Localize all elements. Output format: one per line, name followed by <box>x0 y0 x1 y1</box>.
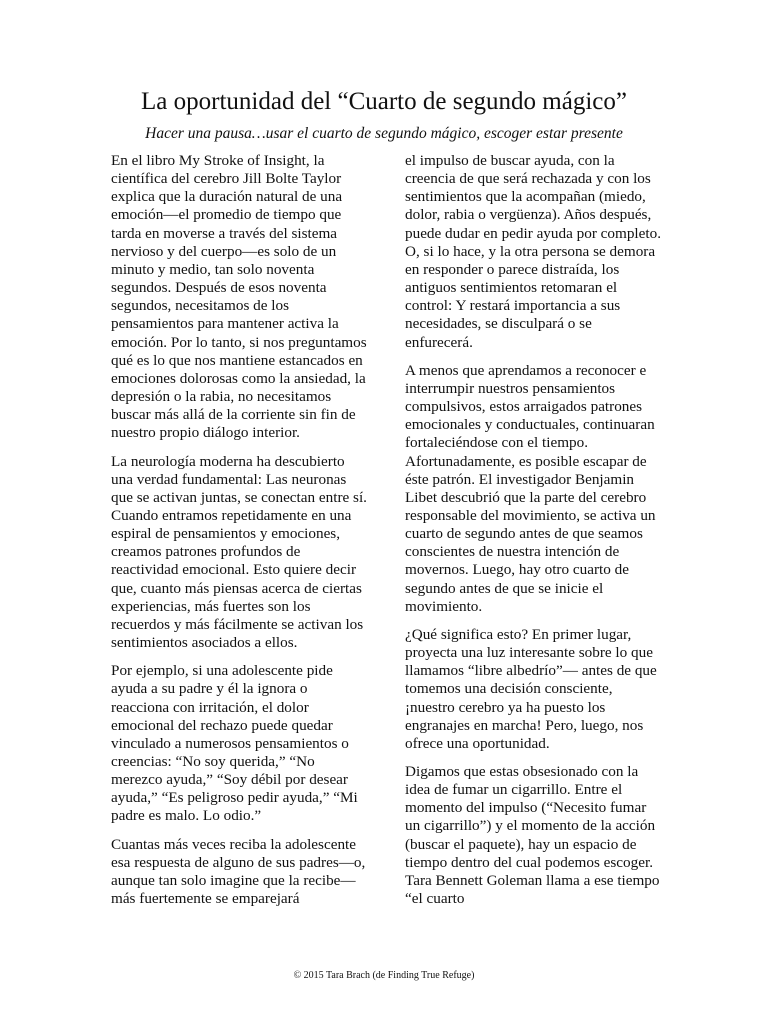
page-title: La oportunidad del “Cuarto de segundo mágico” <box>141 88 627 115</box>
paragraph: Por ejemplo, si una adolescente pide ayuda a su padre y él la ignora o reacciona con irritación, el dolor emocional del rechazo puede quedar vinculado a numerosos pensamientos o creencias: “No soy querida,” “No merezco ayuda,” “Soy débil por desear ayuda,” “Es peligroso pedir ayuda,” “Mi padre es malo. Lo odio.” <box>111 662 358 825</box>
left-column <box>111 152 369 918</box>
paragraph: A menos que aprendamos a reconocer e interrumpir nuestros pensamientos compulsivos, estos arraigados patrones emocionales y conductuales, continuaran fortaleciéndose con el tiempo. Afortunadamente, es posible escapar de éste patrón. El investigador Benjamin Libet descubrió que la parte del cerebro responsable del movimiento, se activa un cuarto de segundo antes de que seamos conscientes de nuestra intención de movernos. Luego, hay otro cuarto de segundo antes de que se inicie el movimiento. <box>405 361 656 615</box>
page-subtitle: Hacer una pausa…usar el cuarto de segundo mágico, escoger estar presente <box>145 125 623 142</box>
copyright-footer: © 2015 Tara Brach (de Finding True Refuge) <box>293 970 475 981</box>
paragraph: En el libro My Stroke of Insight, la científica del cerebro Jill Bolte Taylor explica que la duración natural de una emoción—el promedio de tiempo que tarda en moverse a través del sistema nervioso y del cuerpo—es solo de un minuto y medio, tan solo noventa segundos. Después de esos noventa segundos, necesitamos de los pensamientos para mantener activa la emoción. Por lo tanto, si nos preguntamos qué es lo que nos mantiene estancados en emociones dolorosas como la ansiedad, la depresión o la rabia, no necesitamos buscar más allá de la corriente sin fin de nuestro propio diálogo interior. <box>111 152 367 442</box>
paragraph: ¿Qué significa esto? En primer lugar, proyecta una luz interesante sobre lo que llamamos “libre albedrío”— antes de que tomemos una decisión consciente, ¡nuestro cerebro ya ha puesto los engranajes en marcha! Pero, luego, nos ofrece una oportunidad. <box>405 625 657 752</box>
paragraph: el impulso de buscar ayuda, con la creencia de que será rechazada y con los sentimientos que la acompañan (miedo, dolor, rabia o vergüenza). Años después, puede dudar en pedir ayuda por completo. O, si lo hace, y la otra persona se demora en responder o parece distraída, los antiguos sentimientos retomaran el control: Y restará importancia a sus necesidades, se disculpará o se enfurecerá. <box>405 152 661 351</box>
right-column <box>405 152 663 918</box>
paragraph: Digamos que estas obsesionado con la idea de fumar un cigarrillo. Entre el momento del impulso (“Necesito fumar un cigarrillo”) y el momento de la acción (buscar el paquete), hay un espacio de tiempo dentro del cual podemos escoger. Tara Bennett Goleman llama a ese tiempo “el cuarto <box>405 763 660 908</box>
paragraph: Cuantas más veces reciba la adolescente esa respuesta de alguno de sus padres—o, aunque tan solo imagine que la recibe—más fuertemente se emparejará <box>111 835 366 908</box>
paragraph: La neurología moderna ha descubierto una verdad fundamental: Las neuronas que se activan juntas, se conectan entre sí. Cuando entramos repetidamente en una espiral de pensamientos y emociones, creamos patrones profundos de reactividad emocional. Esto quiere decir que, cuanto más piensas acerca de ciertas experiencias, más fuertes son los recuerdos y más fácilmente se activan los sentimientos asociados a ellos. <box>111 452 367 652</box>
